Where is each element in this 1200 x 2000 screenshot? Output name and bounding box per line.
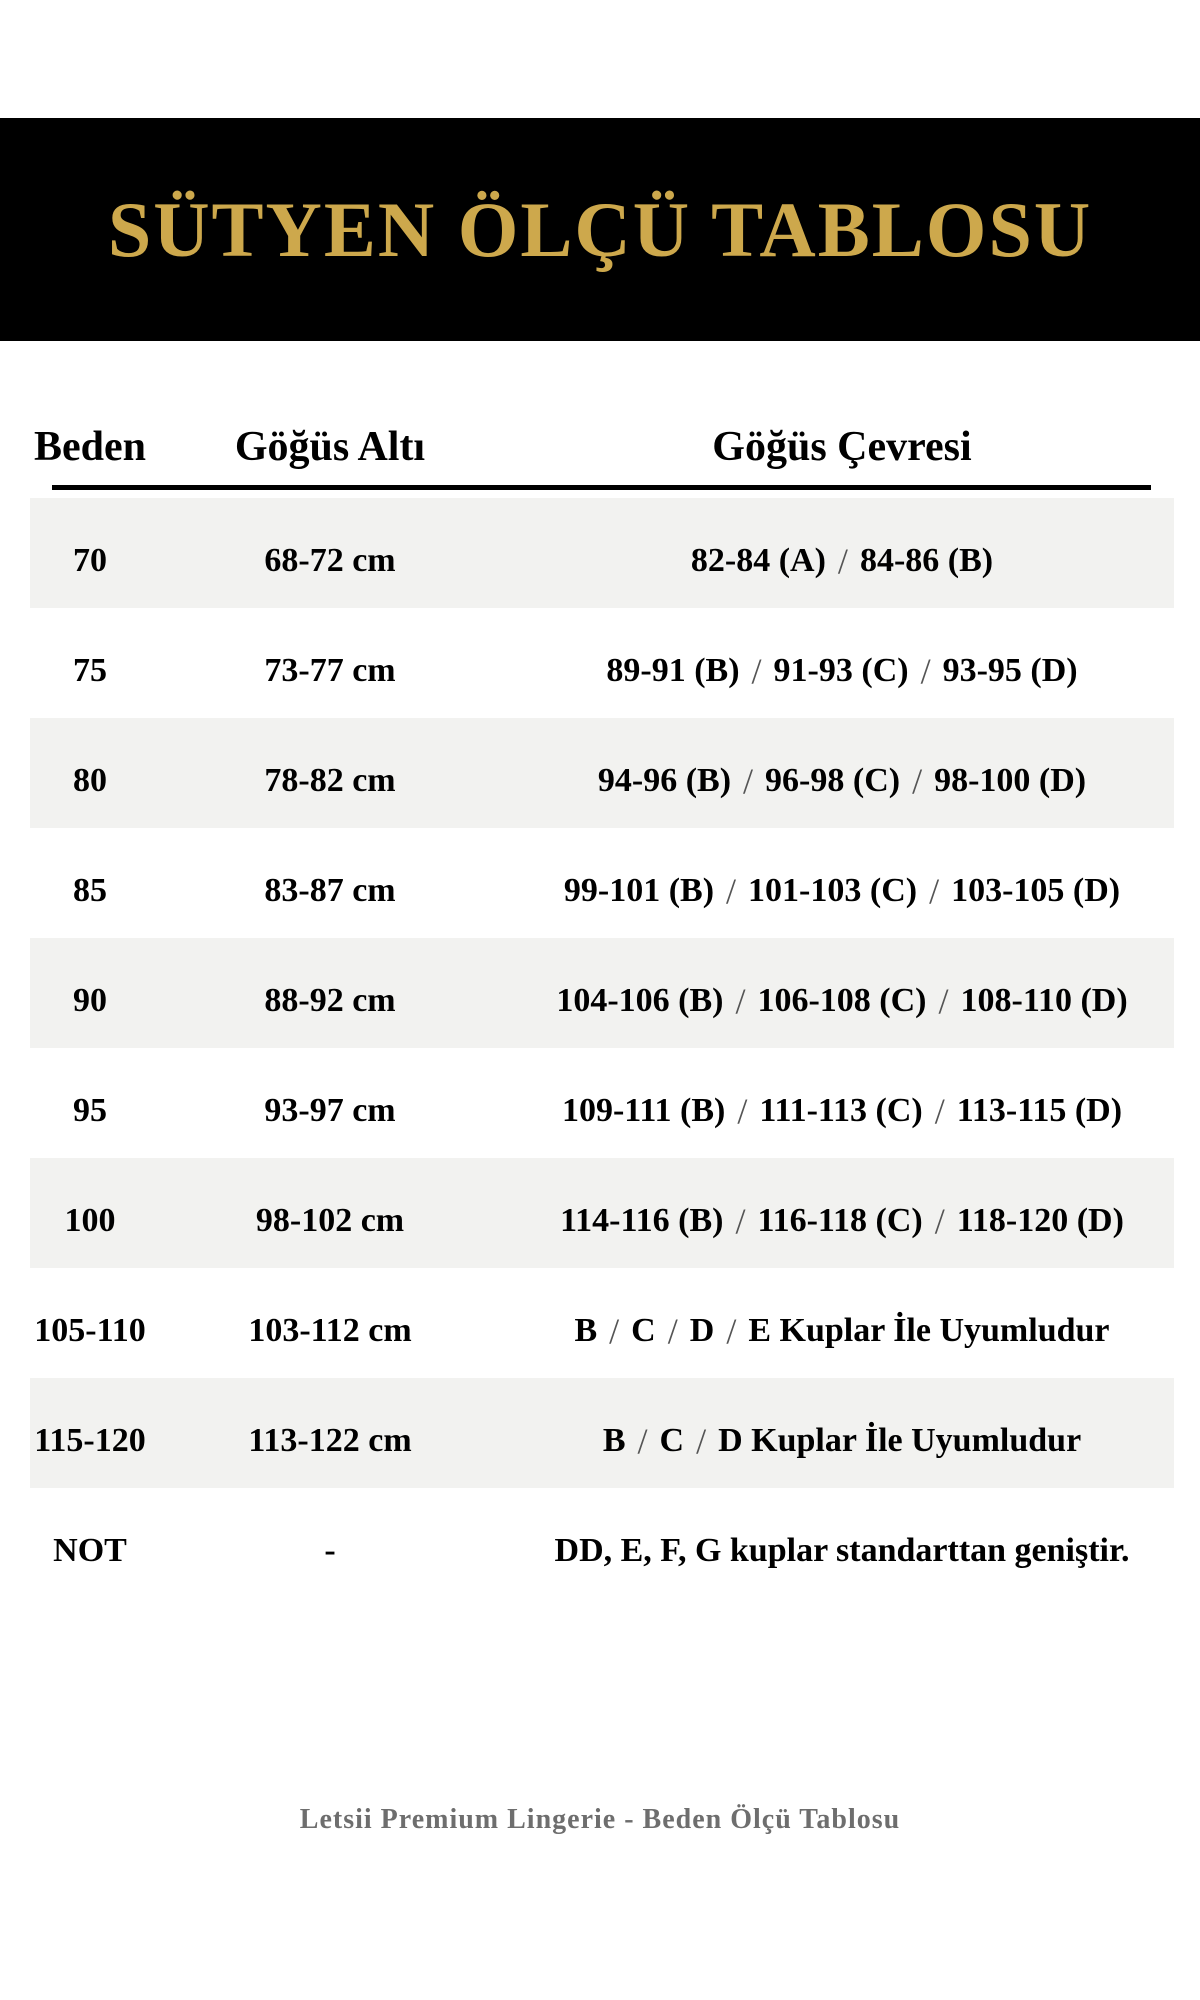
size-cell: 75 [73,652,107,689]
bust-range-segment: D [689,1312,715,1349]
underbust-cell: 68-72 cm [264,542,396,579]
slash-separator: / [837,541,848,581]
table-row [30,1488,1174,1598]
bust-range-segment: 84-86 (B) [859,542,994,579]
underbust-cell: - [324,1532,336,1569]
bust-range-segment: 104-106 (B) [556,982,724,1019]
underbust-cell: 88-92 cm [264,982,396,1019]
footer-caption: Letsii Premium Lingerie - Beden Ölçü Tablosu [299,1804,901,1835]
table-row [30,608,1174,718]
table-row [30,1268,1174,1378]
bust-range-segment: 109-111 (B) [561,1092,726,1129]
bust-range-segment: 96-98 (C) [765,762,901,799]
bust-range-segment: 106-108 (C) [757,982,927,1019]
bust-range-segment: C [631,1312,656,1349]
bust-range-segment: E Kuplar İle Uyumludur [748,1312,1110,1349]
slash-separator: / [667,1311,678,1351]
bust-range-segment: 113-115 (D) [956,1092,1123,1129]
table-rows [30,498,1174,1598]
slash-separator: / [637,1421,648,1461]
bust-range-cell [510,650,1174,692]
underbust-cell: 98-102 cm [255,1202,405,1239]
table-row [30,718,1174,828]
header-cell-gogus-cevresi: Göğüs Çevresi [712,424,972,470]
slash-separator: / [726,1311,737,1351]
header-cell-beden: Beden [33,424,146,470]
underbust-cell: 83-87 cm [264,872,396,909]
bust-range-segment: 94-96 (B) [597,762,732,799]
table-row [30,1158,1174,1268]
size-cell: 80 [73,762,107,799]
bust-range-segment: 82-84 (A) [690,542,826,579]
slash-separator: / [938,981,949,1021]
bust-range-segment: 111-113 (C) [759,1092,923,1129]
slash-separator: / [934,1201,945,1241]
bust-range-cell [510,980,1174,1022]
size-cell: 105-110 [34,1312,146,1349]
header-cell-gogus-alti: Göğüs Altı [234,424,426,470]
underbust-cell: 78-82 cm [264,762,396,799]
bust-range-segment: 101-103 (C) [748,872,918,909]
slash-separator: / [920,651,931,691]
slash-separator: / [743,761,754,801]
size-cell: 100 [64,1202,116,1239]
bust-range-segment: 116-118 (C) [757,1202,923,1239]
bust-range-cell [510,1200,1174,1242]
bust-range-segment: D Kuplar İle Uyumludur [718,1422,1082,1459]
bust-range-cell [510,760,1174,802]
slash-separator: / [737,1091,748,1131]
size-cell: 115-120 [34,1422,146,1459]
bust-range-cell [510,870,1174,912]
bust-range-segment: 98-100 (D) [934,762,1087,799]
bust-range-cell [510,1090,1174,1132]
slash-separator: / [751,651,762,691]
table-row [30,1048,1174,1158]
size-cell: 85 [73,872,107,909]
slash-separator: / [934,1091,945,1131]
slash-separator: / [609,1311,620,1351]
bust-range-segment: 108-110 (D) [960,982,1128,1019]
bust-range-segment: 118-120 (D) [956,1202,1124,1239]
underbust-cell: 103-112 cm [248,1312,412,1349]
bust-range-cell [510,1532,1174,1570]
table-row [30,828,1174,938]
underbust-cell: 93-97 cm [264,1092,396,1129]
bust-range-segment: B [602,1422,626,1459]
title-banner [0,118,1200,341]
slash-separator: / [735,1201,746,1241]
table-row [30,498,1174,608]
page-title: SÜTYEN ÖLÇÜ TABLOSU [107,185,1093,273]
bust-range-segment: 114-116 (B) [560,1202,724,1239]
bust-range-segment: 93-95 (D) [942,652,1078,689]
bust-range-segment: 103-105 (D) [951,872,1121,909]
underbust-cell: 113-122 cm [248,1422,412,1459]
bust-range-segment: B [574,1312,598,1349]
slash-separator: / [726,871,737,911]
bust-range-cell [510,1310,1174,1352]
slash-separator: / [696,1421,707,1461]
size-cell: 90 [73,982,107,1019]
slash-separator: / [735,981,746,1021]
table-row [30,1378,1174,1488]
bust-range-cell [510,1420,1174,1462]
bust-range-segment: C [659,1422,685,1459]
table-row [30,938,1174,1048]
size-cell: 95 [73,1092,107,1129]
table-header-row [30,418,1174,476]
slash-separator: / [912,761,923,801]
bust-range-segment: 99-101 (B) [563,872,715,909]
size-cell: NOT [53,1532,127,1569]
underbust-cell: 73-77 cm [264,652,396,689]
bust-range-segment: 89-91 (B) [606,652,740,689]
bust-range-segment: 91-93 (C) [773,652,909,689]
header-divider-line [52,485,1151,490]
bust-range-segment: DD, E, F, G kuplar standarttan geniştir. [554,1532,1130,1569]
slash-separator: / [929,871,940,911]
bust-range-cell [510,540,1174,582]
size-cell: 70 [73,542,107,579]
